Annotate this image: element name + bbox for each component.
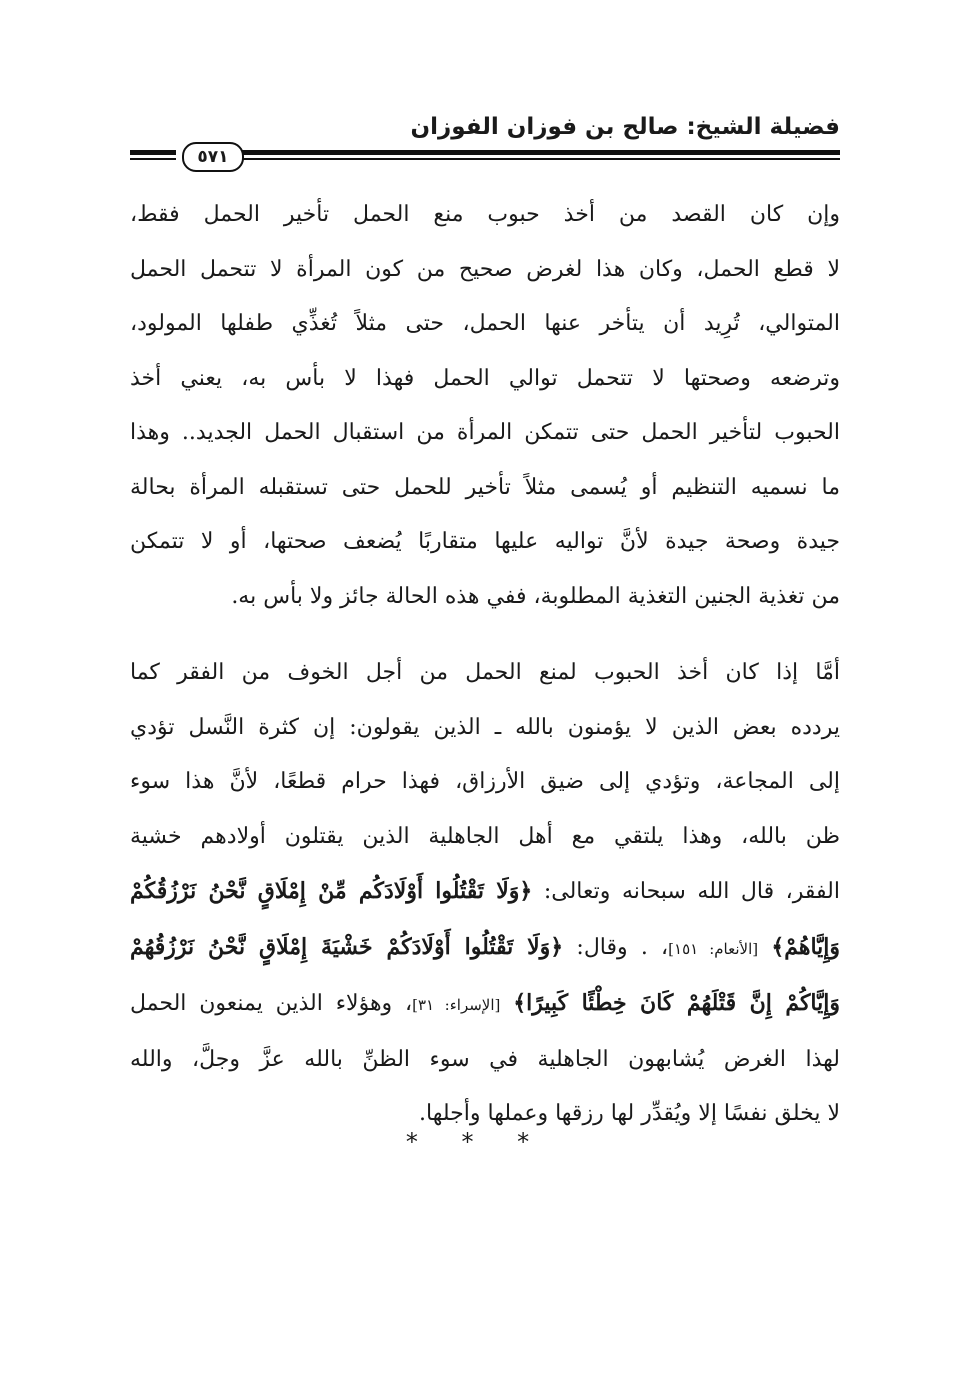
section-separator: * * *	[405, 1128, 548, 1156]
text-line-with-verse	[130, 864, 840, 920]
text-line: يردده بعض الذين لا يؤمنون بالله ـ الذين يقولون: إن كثرة النَّسل تؤدي	[130, 714, 840, 740]
paragraph-1	[130, 188, 840, 624]
text-line: ما نسميه التنظيم أو يُسمى مثلاً تأخير للحمل حتى تستقبله المرأة بحالة	[130, 474, 840, 500]
text-line: وإن كان القصد من أخذ حبوب منع الحمل تأخير الحمل فقط،	[130, 202, 840, 227]
quran-verse: وَإِيَّاكُمْ إِنَّ قَتْلَهُمْ كَانَ خِطْئًا كَبِيرًا﴾	[513, 990, 840, 1016]
text-line-with-verse	[130, 920, 840, 977]
verse-reference: [الإسراء: ٣١]	[412, 996, 501, 1014]
text-line: أمَّا إذا كان أخذ الحبوب لمنع الحمل من أجل الخوف من الفقر كما	[130, 660, 840, 685]
text-segment: ، وهؤلاء الذين يمنعون الحمل	[130, 991, 413, 1016]
header-rule	[242, 150, 840, 155]
header-rule-left	[130, 150, 176, 155]
text-line-with-verse	[130, 976, 840, 1033]
page-number: ٥٧١	[182, 142, 244, 172]
text-line: جيدة وصحة جيدة لأنَّ تواليه عليها متقاربًا يُضعف صحتها، أو لا تتمكن	[130, 529, 840, 554]
paragraph-gap	[130, 624, 840, 646]
header-rule-left-thin	[130, 158, 176, 160]
body-text	[130, 188, 840, 1142]
text-line: لا يخلق نفسًا إلا ويُقدِّر لها رزقها وعملها وأجلها.	[419, 1101, 840, 1126]
header-title: فضيلة الشيخ: صالح بن فوزان الفوزان	[410, 114, 840, 140]
text-line: لهذا الغرض يُشابهون الجاهلية في سوء الظنِّ بالله عزَّ وجلَّ، والله	[130, 1046, 840, 1072]
text-line: الحبوب لتأخير الحمل حتى تتمكن المرأة من استقبال الحمل الجديد.. وهذا	[130, 420, 840, 445]
text-line: المتوالي، تُرِيد أن يتأخر عنها الحمل، حتى مثلاً تُغذِّي طفلها المولود،	[130, 311, 840, 336]
text-segment: الفقر، قال الله سبحانه وتعالى:	[543, 879, 840, 904]
quran-verse: وَإِيَّاهُمْ﴾	[771, 933, 840, 960]
header-rule-thin	[242, 158, 840, 160]
text-line: من تغذية الجنين التغذية المطلوبة، ففي هذه الحالة جائز ولا بأس به.	[231, 583, 840, 609]
text-line: لا قطع الحمل، وكان هذا لغرض صحيح من كون المرأة لا تتحمل الحمل	[130, 256, 840, 282]
text-segment: ، . وقال:	[576, 934, 669, 960]
text-line: وترضعه وصحتها لا تتحمل توالي الحمل فهذا لا بأس به، يعني أخذ	[130, 365, 840, 391]
verse-reference: [الأنعام: ١٥١]	[668, 939, 759, 958]
page-header	[130, 112, 840, 172]
quran-verse: ﴿وَلَا تَقْتُلُوا أَوْلَادَكُم مِّنْ إِمْلَاقٍ نَّحْنُ نَرْزُقُكُمْ	[130, 878, 533, 904]
text-line: ظن بالله، وهذا يلتقي مع أهل الجاهلية الذين يقتلون أولادهم خشية	[130, 823, 840, 849]
quran-verse: ﴿وَلَا تَقْتُلُوا أَوْلَادَكُمْ خَشْيَةَ إِمْلَاقٍ نَّحْنُ نَرْزُقُهُمْ	[130, 933, 564, 960]
text-line: إلى المجاعة، وتؤدي إلى ضيق الأرزاق، فهذا حرام قطعًا، لأنَّ هذا سوء	[130, 769, 840, 794]
paragraph-2	[130, 646, 840, 1142]
